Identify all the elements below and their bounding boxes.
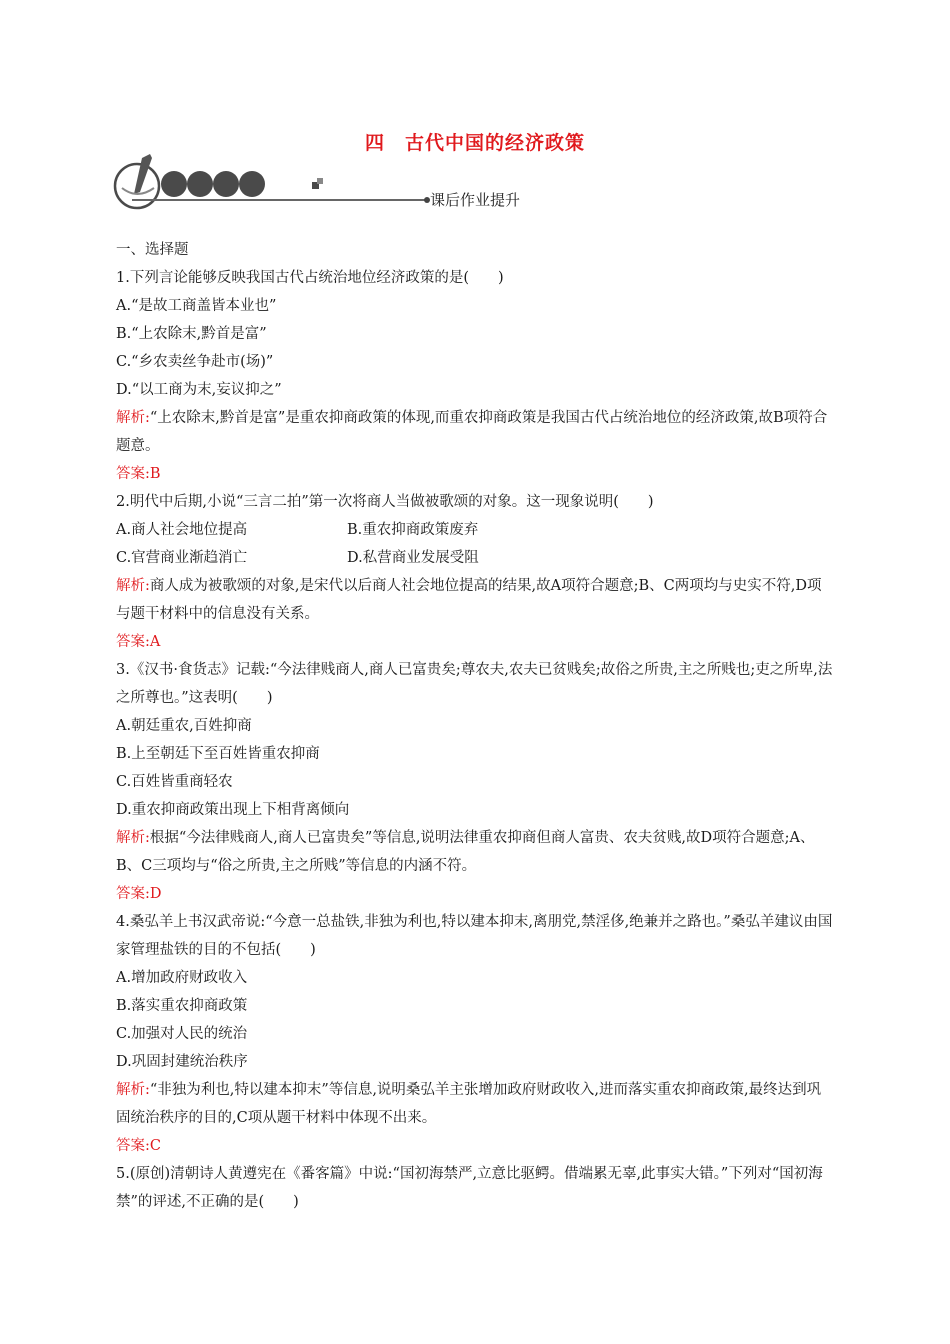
option-d: D.私营商业发展受阻: [347, 550, 479, 566]
analysis-text: “非独为利也,特以建本抑末”等信息,说明桑弘羊主张增加政府财政收入,进而落实重农抑商政策,最终达到巩固统治秩序的目的,C项从题干材料中体现不出来。: [116, 1082, 822, 1126]
question-content: [116, 230, 834, 1216]
option-d: D.“以工商为末,妄议抑之”: [116, 382, 282, 398]
analysis-label: 解析:: [116, 830, 150, 846]
answer: 答案:C: [116, 1138, 161, 1154]
option-c: C.“乡农卖丝争赴市(场)”: [116, 354, 274, 370]
answer: 答案:B: [116, 466, 161, 482]
option-a: A.“是故工商盖皆本业也”: [116, 298, 277, 314]
option-b: B.上至朝廷下至百姓皆重农抑商: [116, 746, 320, 762]
option-a: A.增加政府财政收入: [116, 970, 248, 986]
option-b: B.重农抑商政策废弃: [347, 522, 479, 538]
decor-dot: [213, 171, 239, 197]
page-title: 四 古代中国的经济政策: [364, 132, 585, 154]
answer: 答案:A: [116, 634, 161, 650]
option-c: C.百姓皆重商轻农: [116, 774, 233, 790]
answer: 答案:D: [116, 886, 162, 902]
analysis: [116, 824, 834, 880]
analysis: [116, 404, 834, 460]
analysis-text: 商人成为被歌颂的对象,是宋代以后商人社会地位提高的结果,故A项符合题意;B、C两项均与史实不符,D项与题干材料中的信息没有关系。: [116, 578, 822, 622]
option-a: A.朝廷重农,百姓抑商: [116, 718, 252, 734]
banner-label: 课后作业提升: [430, 191, 521, 209]
analysis-label: 解析:: [116, 1082, 150, 1098]
question-2-stem: 2.明代中后期,小说“三言二拍”第一次将商人当做被歌颂的对象。这一现象说明( ): [116, 494, 654, 510]
option-b: B.落实重农抑商政策: [116, 998, 248, 1014]
analysis-label: 解析:: [116, 410, 150, 426]
question-5-stem: 5.(原创)清朝诗人黄遵宪在《番客篇》中说:“国初海禁严,立意比驱鳄。借端累无辜,此事实大错。”下列对“国初海禁”的评述,不正确的是( ): [116, 1166, 823, 1210]
analysis-text: 根据“今法律贱商人,商人已富贵矣”等信息,说明法律重农抑商但商人富贵、农夫贫贱,故D项符合题意;A、B、C三项均与“俗之所贵,主之所贱”等信息的内涵不符。: [116, 830, 815, 874]
option-d: D.巩固封建统治秩序: [116, 1054, 248, 1070]
option-b: B.“上农除末,黔首是富”: [116, 326, 267, 342]
question-1-stem: 1.下列言论能够反映我国古代占统治地位经济政策的是( ): [116, 270, 504, 286]
analysis: [116, 1076, 834, 1132]
option-a: A.商人社会地位提高: [116, 522, 248, 538]
option-row: [116, 544, 834, 572]
question-4-stem: 4.桑弘羊上书汉武帝说:“今意一总盐铁,非独为利也,特以建本抑末,离朋党,禁淫侈,绝兼并之路也。”桑弘羊建议由国家管理盐铁的目的不包括( ): [116, 914, 833, 958]
option-c: C.官营商业渐趋消亡: [116, 550, 248, 566]
section-heading: 一、选择题: [116, 242, 189, 258]
decor-dot: [161, 171, 187, 197]
decor-dot: [239, 171, 265, 197]
question-3-stem: 3.《汉书·食货志》记载:“今法律贱商人,商人已富贵矣;尊农夫,农夫已贫贱矣;故俗之所贵,主之所贱也;吏之所卑,法之所尊也。”这表明( ): [116, 662, 833, 706]
option-d: D.重农抑商政策出现上下相背离倾向: [116, 802, 350, 818]
option-row: [116, 516, 834, 544]
decor-square: [317, 178, 323, 184]
analysis: [116, 572, 834, 628]
analysis-text: “上农除末,黔首是富”是重农抑商政策的体现,而重农抑商政策是我国古代占统治地位的经济政策,故B项符合题意。: [116, 410, 828, 454]
option-c: C.加强对人民的统治: [116, 1026, 248, 1042]
analysis-label: 解析:: [116, 578, 150, 594]
decor-dot: [187, 171, 213, 197]
